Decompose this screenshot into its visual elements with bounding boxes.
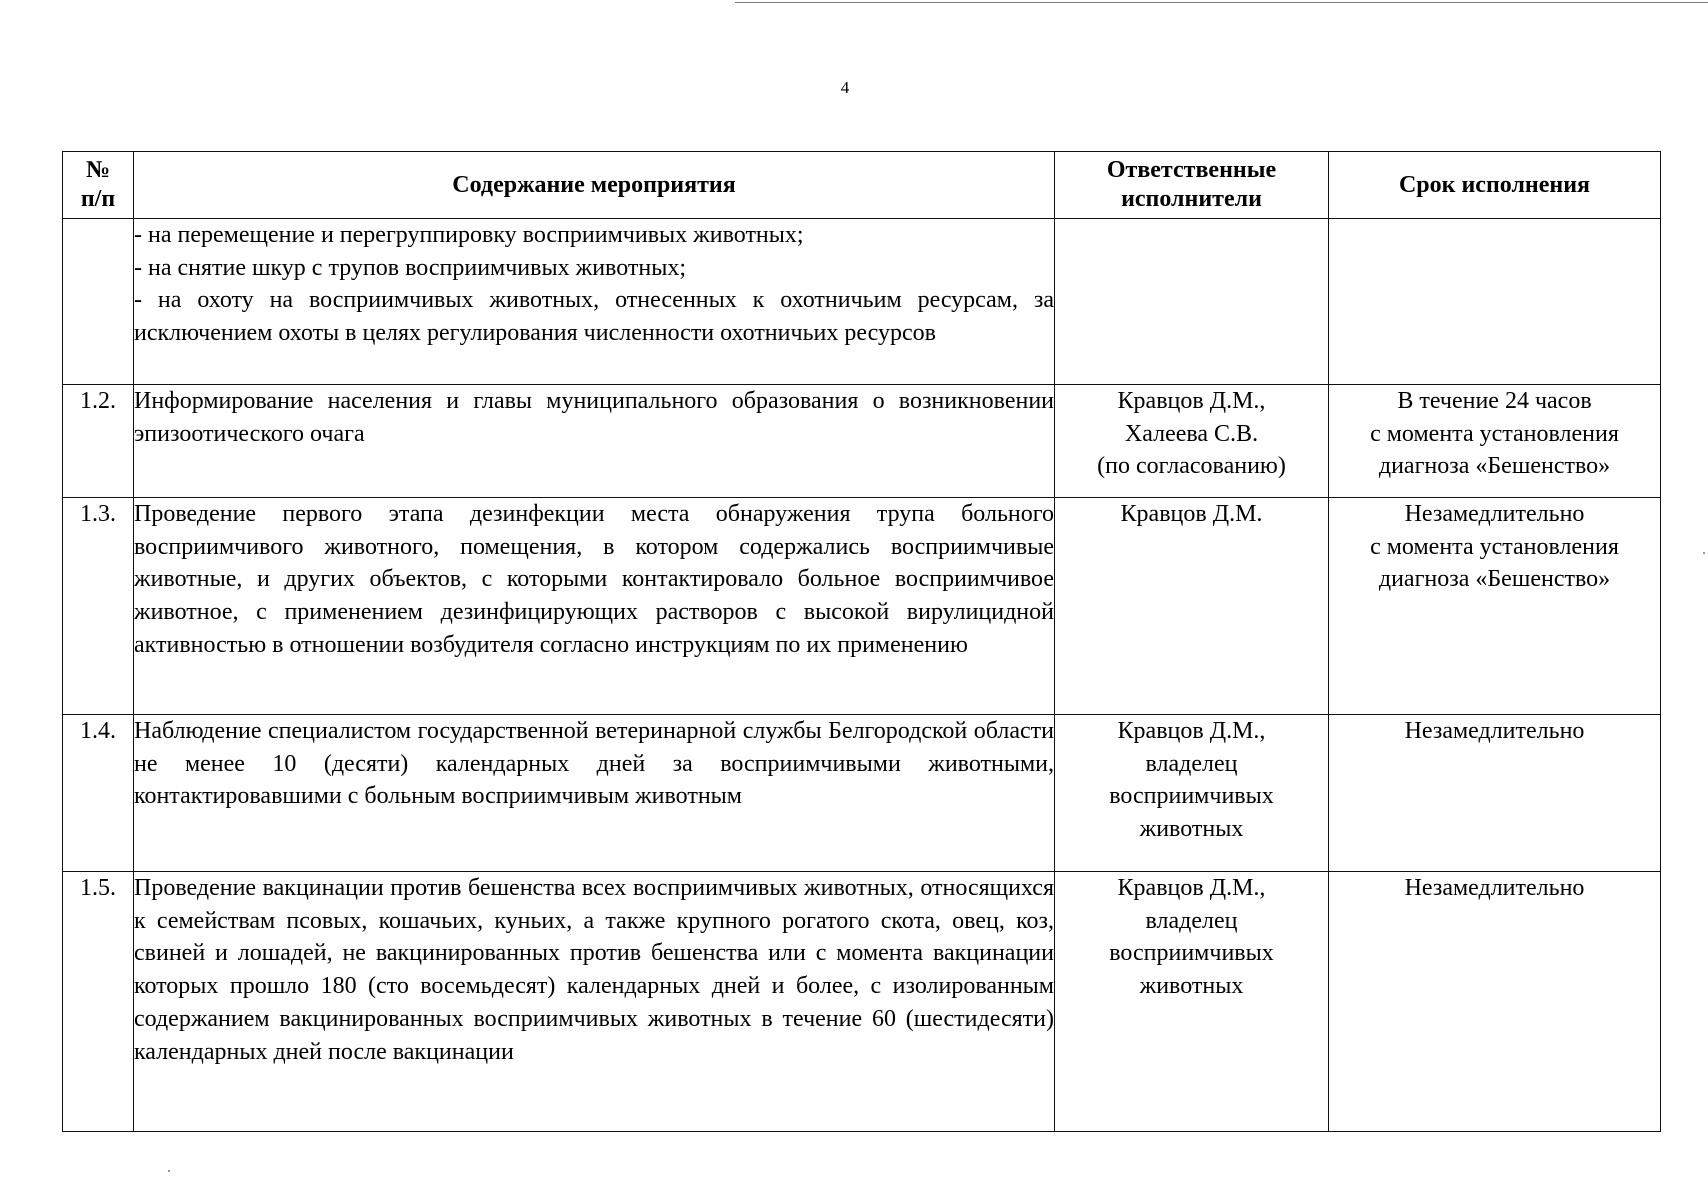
row-responsible (1055, 872, 1329, 1132)
content-line: Наблюдение специалистом государственной ветеринарной службы Белгородской области не менее 10 (десяти) календарных дней за восприимчивыми животными, контактировавшими с больным восприимчивым животным (134, 718, 1054, 810)
header-content: Содержание мероприятия (134, 152, 1055, 219)
table-row (63, 872, 1661, 1132)
responsible-line: Кравцов Д.М., (1117, 718, 1266, 744)
term-line: Незамедлительно (1404, 501, 1585, 527)
term-line: с момента установления (1370, 420, 1619, 447)
row-number: 1.2. (63, 385, 134, 498)
responsible-line: животных (1139, 816, 1244, 843)
responsible-line: владелец (1145, 750, 1238, 777)
header-responsible-line1: Ответственные (1106, 157, 1277, 183)
responsible-line: Кравцов Д.М., (1117, 388, 1266, 414)
responsible-line: Кравцов Д.М. (1120, 501, 1263, 527)
header-number-line1: № (85, 157, 111, 183)
content-line: Проведение вакцинации против бешенства всех восприимчивых животных, относящихся к семействам псовых, кошачьих, куньих, а также крупного рогатого скота, овец, коз, свиней и лошадей, не вакцинированных против бешенства или с момента вакцинации которых прошло 180 (сто восемьдесят) календарных дней и более, с изолированным содержанием вакцинированных восприимчивых животных в течение 60 (шестидесяти) календарных дней после вакцинации (134, 875, 1054, 1065)
table-row (63, 498, 1661, 715)
row-content (134, 385, 1055, 498)
row-term (1329, 385, 1661, 498)
row-responsible (1055, 219, 1329, 385)
content-line: - на перемещение и перегруппировку восприимчивых животных; (134, 222, 804, 248)
table-row (63, 715, 1661, 872)
content-line: - на охоту на восприимчивых животных, отнесенных к охотничьим ресурсам, за исключением охоты в целях регулирования численности охотничьих ресурсов (134, 287, 1054, 347)
row-term (1329, 715, 1661, 872)
term-line: Незамедлительно (1404, 875, 1585, 901)
row-content (134, 872, 1055, 1132)
term-line: В течение 24 часов (1397, 388, 1592, 414)
table-row (63, 219, 1661, 385)
row-number: 1.3. (63, 498, 134, 715)
row-term (1329, 872, 1661, 1132)
content-line: Проведение первого этапа дезинфекции места обнаружения трупа больного восприимчивого животного, помещения, в котором содержались восприимчивые животные, и других объектов, с которыми контактировало больное восприимчивое животное, с применением дезинфицирующих растворов с высокой вирулицидной активностью в отношении возбудителя согласно инструкциям по их применению (134, 501, 1054, 658)
row-content (134, 219, 1055, 385)
header-term: Срок исполнения (1329, 152, 1661, 219)
scan-speck (1703, 552, 1705, 554)
table-header-row (63, 152, 1661, 219)
scan-speck (168, 1170, 170, 1172)
scan-edge-line (735, 2, 1708, 3)
row-content (134, 498, 1055, 715)
row-content (134, 715, 1055, 872)
table-row (63, 385, 1661, 498)
term-line: диагноза «Бешенство» (1378, 566, 1611, 593)
term-line: с момента установления (1370, 533, 1619, 560)
row-responsible (1055, 385, 1329, 498)
responsible-line: восприимчивых (1109, 940, 1274, 967)
header-responsible (1055, 152, 1329, 219)
term-line: диагноза «Бешенство» (1378, 453, 1611, 480)
row-number (63, 219, 134, 385)
header-number (63, 152, 134, 219)
row-term (1329, 498, 1661, 715)
row-number: 1.5. (63, 872, 134, 1132)
page-number: 4 (840, 78, 850, 97)
row-responsible (1055, 498, 1329, 715)
row-term (1329, 219, 1661, 385)
content-line: Информирование населения и главы муниципального образования о возникновении эпизоотического очага (134, 388, 1054, 447)
row-number: 1.4. (63, 715, 134, 872)
responsible-line: (по согласованию) (1097, 453, 1286, 480)
row-responsible (1055, 715, 1329, 872)
header-responsible-line2: исполнители (1121, 186, 1262, 212)
content-line: - на снятие шкур с трупов восприимчивых животных; (134, 254, 687, 281)
responsible-line: Кравцов Д.М., (1117, 875, 1266, 901)
responsible-line: Халеева С.В. (1124, 420, 1259, 447)
measures-table (62, 151, 1661, 1132)
responsible-line: владелец (1145, 907, 1238, 934)
responsible-line: животных (1139, 973, 1244, 1000)
responsible-line: восприимчивых (1109, 783, 1274, 810)
term-line: Незамедлительно (1404, 718, 1585, 744)
header-number-line2: п/п (80, 186, 116, 212)
